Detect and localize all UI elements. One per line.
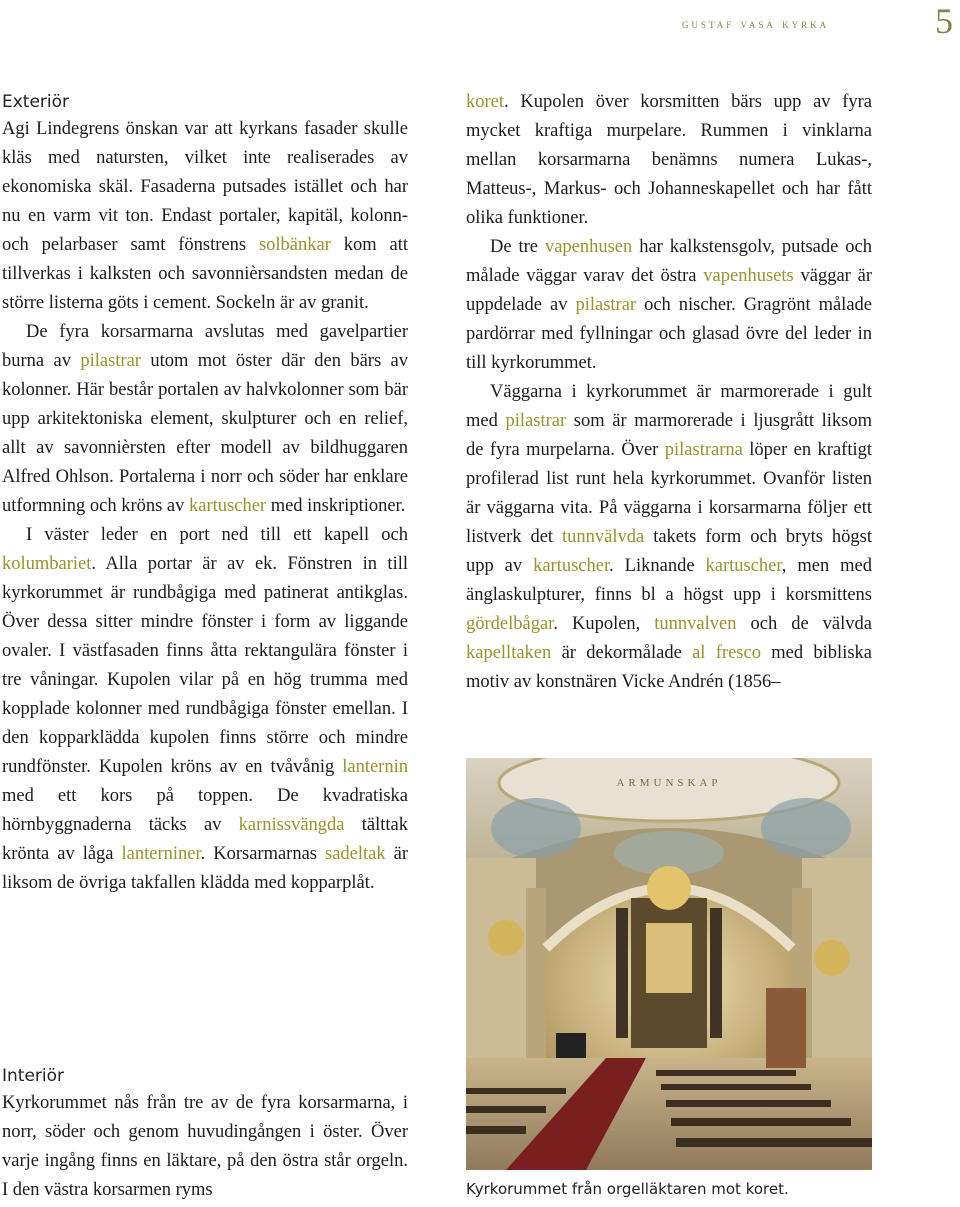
right-column [466, 88, 872, 697]
glossary-term: pilastrarna [664, 440, 743, 460]
exterior-paragraph-2: De fyra korsarmarna avslutas med gavelpartier burna av pilastrar utom mot öster där den bärs av kolonner. Här består portalen av halvkolonner som bär upp arkitektoniska element, skulpturer och en relief, allt av savonnièrsten efter modell av bildhuggaren Alfred Ohlson. Portalerna i norr och söder har enklare utformning och kröns av kartuscher med inskriptioner. [2, 322, 408, 516]
glossary-term: vapenhusen [544, 237, 633, 257]
right-paragraph-1: koret. Kupolen över korsmitten bärs upp av fyra mycket kraftiga murpelare. Rummen i vinklarna mellan korsarmarna benämns numera Lukas-, Matteus-, Markus- och Johanneskapellet och har fått olika funktioner. [466, 92, 872, 228]
church-interior-illustration [466, 758, 872, 1170]
glossary-term: kartuscher [705, 556, 782, 576]
glossary-term: vapenhusets [703, 266, 794, 286]
interior-heading: Interiör [2, 1066, 65, 1086]
glossary-term: al fresco [692, 643, 761, 663]
glossary-term: kapelltaken [466, 643, 552, 663]
glossary-term: pilastrar [575, 295, 637, 315]
glossary-term: karnissvängda [238, 815, 345, 835]
glossary-term: lanternin [342, 757, 408, 777]
interior-paragraph-1: Kyrkorummet nås från tre av de fyra korsarmarna, i norr, söder och genom huvudingången i öster. Över varje ingång finns en läktare, på den östra står orgeln. I den västra korsarmen ryms [2, 1093, 408, 1200]
glossary-term: lanterniner [121, 844, 201, 864]
glossary-term: tunnvälvda [562, 527, 645, 547]
glossary-term: sadeltak [325, 844, 386, 864]
interior-section [2, 1064, 408, 1205]
glossary-term: solbänkar [258, 235, 331, 255]
glossary-term: pilastrar [505, 411, 567, 431]
exterior-paragraph-1: Agi Lindegrens önskan var att kyrkans fasader skulle kläs med natursten, vilket inte realiserades av ekonomiska skäl. Fasaderna putsades istället och har nu en varm vit ton. Endast portaler, kapitäl, kolonn- och pelarbaser samt fönstrens solbänkar kom att tillverkas i kalksten och savonnièrsandsten medan de större listerna göts i cement. Sockeln är av granit. [2, 119, 408, 313]
exterior-section [2, 90, 408, 898]
glossary-term: koret [466, 92, 505, 112]
running-title: gustaf vasa kyrka [682, 16, 830, 31]
exterior-heading: Exteriör [2, 92, 70, 112]
exterior-paragraph-3: I väster leder en port ned till ett kapell och kolumbariet. Alla portar är av ek. Fönstren in till kyrkorummet är rundbågiga med patinerat antikglas. Över dessa sitter mindre fönster i form av liggande ovaler. I västfasaden finns åtta rektangulära fönster i tre våningar. Kupolen vilar på en hög trumma med kopplade kolonner med rundbågiga fönster emellan. I den kopparklädda kupolen finns större och mindre rundfönster. Kupolen kröns av en tvåvånig lanternin med ett kors på toppen. De kvadratiska hörnbyggnaderna täcks av karnissvängda tälttak krönta av låga lanterniner. Korsarmarnas sadeltak är liksom de övriga takfallen klädda med kopparplåt. [2, 525, 408, 893]
dome-inscription: ARMUNSKAP [616, 777, 722, 789]
right-paragraph-3: Väggarna i kyrkorummet är marmorerade i gult med pilastrar som är marmorerade i ljusgrått liksom de fyra murpelarna. Över pilastrarna löper en kraftigt profilerad list runt hela kyrkorummet. Ovanför listen är väggarna vita. På väggarna i korsarmarna följer ett listverk det tunnvälvda takets form och bryts högst upp av kartuscher. Liknande kartuscher, men med änglaskulpturer, finns bl a högst upp i korsmittens gördelbågar. Kupolen, tunnvalven och de välvda kapelltaken är dekormålade al fresco med bibliska motiv av konstnären Vicke Andrén (1856– [466, 382, 872, 692]
glossary-term: tunnvalven [654, 614, 737, 634]
glossary-term: gördelbågar [466, 614, 554, 634]
glossary-term: pilastrar [80, 351, 141, 371]
photo-caption: Kyrkorummet från orgelläktaren mot koret. [466, 1180, 789, 1198]
glossary-term: kartuscher [533, 556, 610, 576]
page-number: 5 [935, 1, 953, 41]
glossary-term: kolumbariet [2, 554, 92, 574]
right-paragraph-2: De tre vapenhusen har kalkstensgolv, putsade och målade väggar varav det östra vapenhusets väggar är uppdelade av pilastrar och nischer. Gragrönt målade pardörrar med fyllningar och glasad övre del leder in till kyrkorummet. [466, 237, 872, 373]
church-interior-photo [466, 758, 872, 1170]
glossary-term: kartuscher [189, 496, 267, 516]
